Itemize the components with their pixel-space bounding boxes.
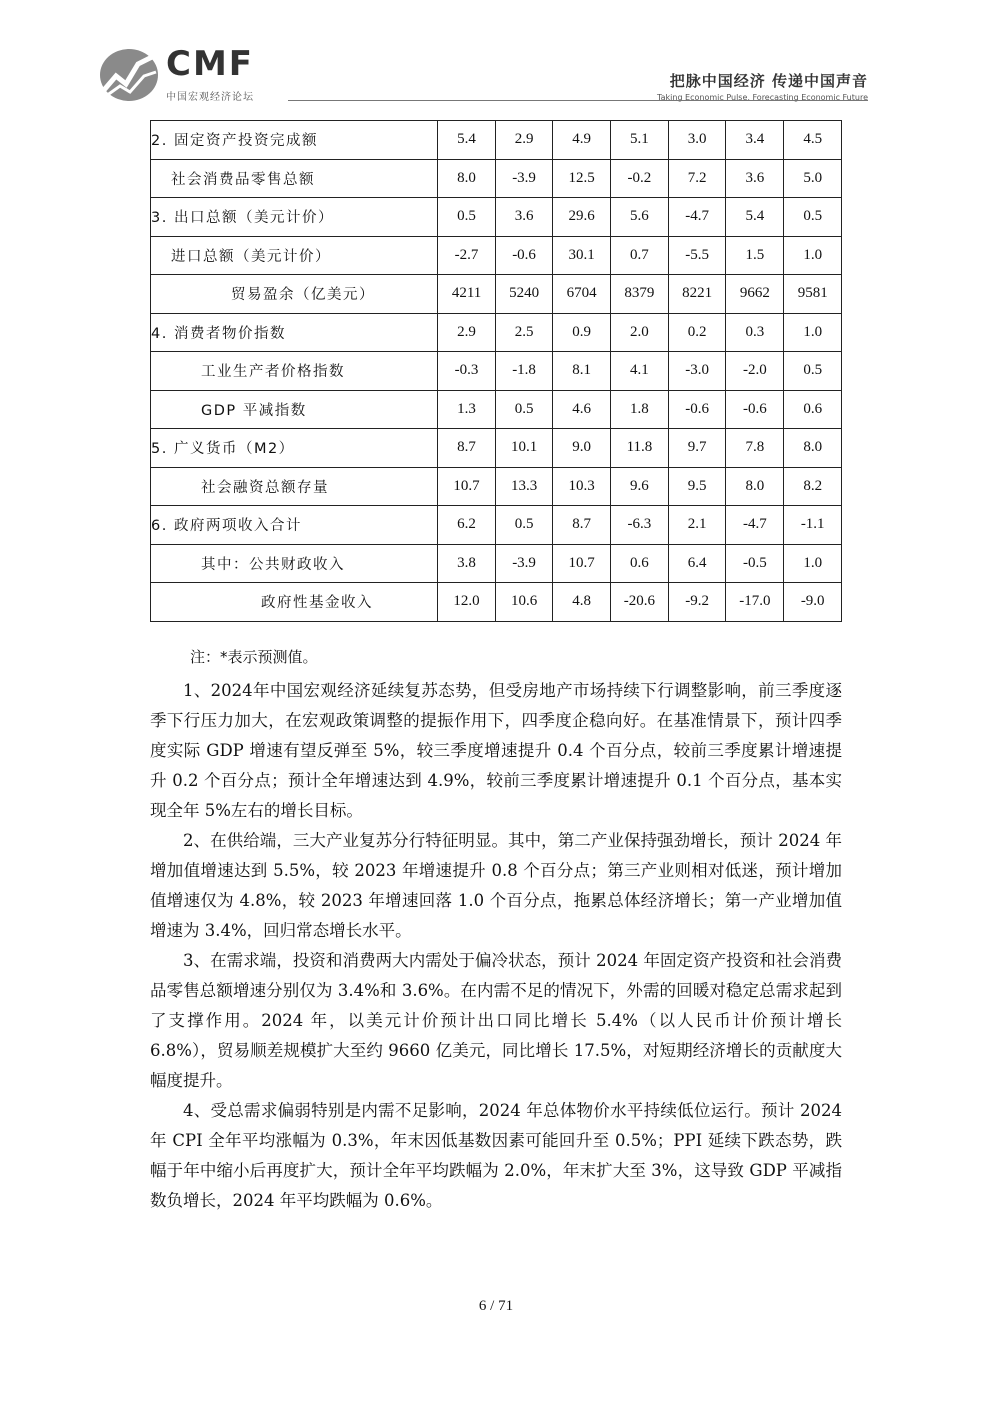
row-label: 进口总额（美元计价） xyxy=(151,236,438,275)
table-cell: -0.6 xyxy=(668,390,726,429)
slogan-en: Taking Economic Pulse, Forecasting Economic Future xyxy=(657,93,868,102)
table-cell: 0.3 xyxy=(726,313,784,352)
table-cell: 0.6 xyxy=(784,390,842,429)
table-note: 注：*表示预测值。 xyxy=(190,648,318,666)
logo-title: CMF xyxy=(166,44,255,84)
table-cell: 4.9 xyxy=(553,121,611,160)
table-cell: 2.1 xyxy=(668,506,726,545)
table-cell: 1.0 xyxy=(784,313,842,352)
table-cell: -6.3 xyxy=(610,506,668,545)
table-cell: 0.2 xyxy=(668,313,726,352)
row-label: 5. 广义货币（M2） xyxy=(151,429,438,468)
table-cell: 12.5 xyxy=(553,159,611,198)
table-cell: 5240 xyxy=(495,275,553,314)
table-cell: -0.2 xyxy=(610,159,668,198)
header-slogan xyxy=(657,70,868,102)
table-cell: -9.2 xyxy=(668,583,726,622)
table-cell: 10.3 xyxy=(553,467,611,506)
table-cell: 1.0 xyxy=(784,236,842,275)
table-row xyxy=(151,121,842,160)
table-cell: -3.0 xyxy=(668,352,726,391)
logo-subtitle: 中国宏观经济论坛 xyxy=(166,92,254,103)
page-header xyxy=(98,38,868,108)
table-cell: 5.6 xyxy=(610,198,668,237)
table-cell: 3.4 xyxy=(726,121,784,160)
table-row xyxy=(151,429,842,468)
table-cell: 13.3 xyxy=(495,467,553,506)
paragraph-3: 3、在需求端，投资和消费两大内需处于偏冷状态，预计 2024 年固定资产投资和社会消费品零售总额增速分别仅为 3.4%和 3.6%。在内需不足的情况下，外需的回暖对稳定总需求起到了支撑作用。2024 年，以美元计价预计出口同比增长 5.4%（以人民币计价预计增长 6.8%），贸易顺差规模扩大至约 9660 亿美元，同比增长 17.5%，对短期经济增长的贡献度大幅度提升。 xyxy=(150,951,842,1090)
row-label: 贸易盈余（亿美元） xyxy=(151,275,438,314)
table-row xyxy=(151,583,842,622)
table-cell: 2.9 xyxy=(438,313,495,352)
row-label: 工业生产者价格指数 xyxy=(151,352,438,391)
table-cell: -9.0 xyxy=(784,583,842,622)
table-cell: 12.0 xyxy=(438,583,495,622)
table-cell: 9.0 xyxy=(553,429,611,468)
table-cell: 10.1 xyxy=(495,429,553,468)
row-label: 政府性基金收入 xyxy=(151,583,438,622)
table-row xyxy=(151,198,842,237)
table-row xyxy=(151,544,842,583)
body-text xyxy=(150,676,842,1216)
table-cell: 10.7 xyxy=(553,544,611,583)
table-cell: -2.7 xyxy=(438,236,495,275)
table-cell: 9.5 xyxy=(668,467,726,506)
table-cell: 0.9 xyxy=(553,313,611,352)
table-cell: 1.3 xyxy=(438,390,495,429)
table-body xyxy=(151,121,842,622)
table-cell: -4.7 xyxy=(726,506,784,545)
row-label: 2. 固定资产投资完成额 xyxy=(151,121,438,160)
table-cell: 10.7 xyxy=(438,467,495,506)
row-label: 3. 出口总额（美元计价） xyxy=(151,198,438,237)
table-cell: -2.0 xyxy=(726,352,784,391)
table-cell: 8.7 xyxy=(438,429,495,468)
table-row xyxy=(151,313,842,352)
table-cell: 2.5 xyxy=(495,313,553,352)
table-cell: 10.6 xyxy=(495,583,553,622)
table-cell: 4.6 xyxy=(553,390,611,429)
table-cell: 3.0 xyxy=(668,121,726,160)
table-cell: 0.7 xyxy=(610,236,668,275)
table-cell: 0.5 xyxy=(784,352,842,391)
table-cell: 8.2 xyxy=(784,467,842,506)
table-cell: -0.5 xyxy=(726,544,784,583)
table-cell: 8.7 xyxy=(553,506,611,545)
row-label: 其中：公共财政收入 xyxy=(151,544,438,583)
table-cell: -3.9 xyxy=(495,544,553,583)
table-cell: -3.9 xyxy=(495,159,553,198)
slogan-cn: 把脉中国经济 传递中国声音 xyxy=(669,72,868,90)
table-cell: 7.8 xyxy=(726,429,784,468)
row-label: GDP 平减指数 xyxy=(151,390,438,429)
header-divider xyxy=(288,100,868,101)
table-row xyxy=(151,236,842,275)
row-label: 社会消费品零售总额 xyxy=(151,159,438,198)
table-cell: -17.0 xyxy=(726,583,784,622)
table-cell: 6.2 xyxy=(438,506,495,545)
table-cell: 11.8 xyxy=(610,429,668,468)
table-cell: 0.5 xyxy=(784,198,842,237)
table-cell: 3.6 xyxy=(495,198,553,237)
page-number: 6 / 71 xyxy=(478,1298,514,1314)
table-cell: -20.6 xyxy=(610,583,668,622)
table-cell: 5.4 xyxy=(438,121,495,160)
table-cell: 8.1 xyxy=(553,352,611,391)
table-cell: -0.6 xyxy=(726,390,784,429)
table-cell: 9581 xyxy=(784,275,842,314)
row-label: 4. 消费者物价指数 xyxy=(151,313,438,352)
table-cell: 4211 xyxy=(438,275,495,314)
table-row xyxy=(151,506,842,545)
table-cell: 9.7 xyxy=(668,429,726,468)
table-cell: 2.9 xyxy=(495,121,553,160)
table-cell: 4.8 xyxy=(553,583,611,622)
table-row xyxy=(151,275,842,314)
table-cell: 6704 xyxy=(553,275,611,314)
table-cell: 5.0 xyxy=(784,159,842,198)
table-cell: 3.6 xyxy=(726,159,784,198)
table-cell: 7.2 xyxy=(668,159,726,198)
paragraph-1: 1、2024年中国宏观经济延续复苏态势，但受房地产市场持续下行调整影响，前三季度逐季下行压力加大，在宏观政策调整的提振作用下，四季度企稳向好。在基准情景下，预计四季度实际 GDP 增速有望反弹至 5%，较三季度增速提升 0.4 个百分点，较前三季度累计增速提升 0.2 个百分点；预计全年增速达到 4.9%，较前三季度累计增速提升 0.1 个百分点，基本实现全年 5%左右的增长目标。 xyxy=(150,681,842,820)
table-cell: -4.7 xyxy=(668,198,726,237)
table-cell: 0.5 xyxy=(495,506,553,545)
table-cell: 9662 xyxy=(726,275,784,314)
table-cell: 5.1 xyxy=(610,121,668,160)
table-cell: 1.8 xyxy=(610,390,668,429)
table-cell: 8.0 xyxy=(438,159,495,198)
table-cell: 9.6 xyxy=(610,467,668,506)
table-cell: 3.8 xyxy=(438,544,495,583)
table-cell: 8379 xyxy=(610,275,668,314)
table-cell: 8.0 xyxy=(784,429,842,468)
cmf-logo-icon xyxy=(98,46,160,104)
row-label: 6. 政府两项收入合计 xyxy=(151,506,438,545)
table-cell: 5.4 xyxy=(726,198,784,237)
paragraph-2: 2、在供给端，三大产业复苏分行特征明显。其中，第二产业保持强劲增长，预计 2024 年增加值增速达到 5.5%，较 2023 年增速提升 0.8 个百分点；第三产业则相对低迷，预计增加值增速仅为 4.8%，较 2023 年增速回落 1.0 个百分点，拖累总体经济增长；第一产业增加值增速为 3.4%，回归常态增长水平。 xyxy=(150,831,842,940)
table-cell: 0.5 xyxy=(438,198,495,237)
table-cell: -1.8 xyxy=(495,352,553,391)
table-cell: 0.6 xyxy=(610,544,668,583)
table-cell: 4.1 xyxy=(610,352,668,391)
table-row xyxy=(151,390,842,429)
table-cell: 4.5 xyxy=(784,121,842,160)
table-cell: -5.5 xyxy=(668,236,726,275)
table-cell: 0.5 xyxy=(495,390,553,429)
table-cell: -0.3 xyxy=(438,352,495,391)
table-cell: -1.1 xyxy=(784,506,842,545)
table-cell: 8221 xyxy=(668,275,726,314)
table-cell: 6.4 xyxy=(668,544,726,583)
paragraph-4: 4、受总需求偏弱特别是内需不足影响，2024 年总体物价水平持续低位运行。预计 2024 年 CPI 全年平均涨幅为 0.3%，年末因低基数因素可能回升至 0.5%；PPI 延续下跌态势，跌幅于年中缩小后再度扩大，预计全年平均跌幅为 2.0%，年末扩大至 3%，这导致 GDP 平减指数负增长，2024 年平均跌幅为 0.6%。 xyxy=(150,1101,842,1210)
row-label: 社会融资总额存量 xyxy=(151,467,438,506)
table-cell: 29.6 xyxy=(553,198,611,237)
table-row xyxy=(151,352,842,391)
table-cell: -0.6 xyxy=(495,236,553,275)
table-cell: 30.1 xyxy=(553,236,611,275)
table-cell: 2.0 xyxy=(610,313,668,352)
table-cell: 1.0 xyxy=(784,544,842,583)
table-row xyxy=(151,467,842,506)
table-cell: 1.5 xyxy=(726,236,784,275)
table-row xyxy=(151,159,842,198)
table-cell: 8.0 xyxy=(726,467,784,506)
forecast-table xyxy=(150,120,842,622)
